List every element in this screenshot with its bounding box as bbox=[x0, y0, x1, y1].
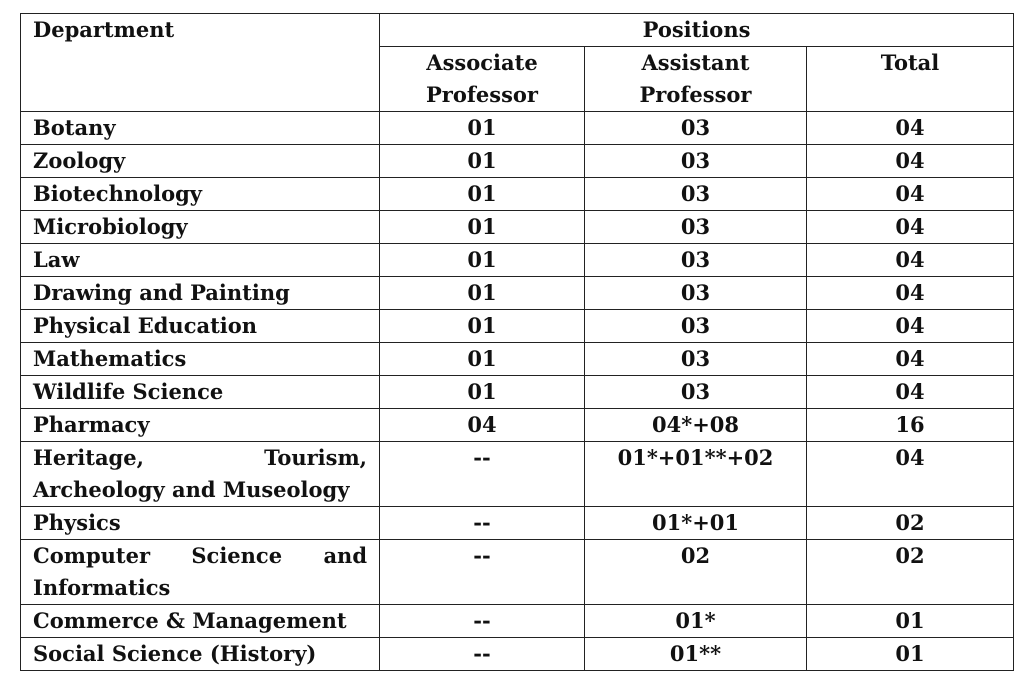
header-row bbox=[21, 14, 1014, 47]
associate-header-line2: Professor bbox=[426, 82, 538, 107]
assistant-cell: 03 bbox=[585, 112, 807, 145]
assistant-cell: 01* bbox=[585, 605, 807, 638]
assistant-cell: 03 bbox=[585, 244, 807, 277]
table-row bbox=[21, 178, 1014, 211]
total-cell: 04 bbox=[807, 211, 1014, 244]
associate-professor-header bbox=[380, 47, 585, 112]
total-cell: 04 bbox=[807, 112, 1014, 145]
department-cell: Commerce & Management bbox=[21, 605, 380, 638]
assistant-cell: 03 bbox=[585, 310, 807, 343]
table-row bbox=[21, 540, 1014, 605]
department-cell: Social Science (History) bbox=[21, 638, 380, 671]
table-row bbox=[21, 343, 1014, 376]
assistant-cell: 01** bbox=[585, 638, 807, 671]
department-cell: Law bbox=[21, 244, 380, 277]
associate-cell: 01 bbox=[380, 244, 585, 277]
department-cell: Botany bbox=[21, 112, 380, 145]
total-cell: 04 bbox=[807, 244, 1014, 277]
department-cell: Wildlife Science bbox=[21, 376, 380, 409]
assistant-cell: 03 bbox=[585, 277, 807, 310]
table-row bbox=[21, 211, 1014, 244]
associate-cell: 01 bbox=[380, 310, 585, 343]
associate-cell: -- bbox=[380, 442, 585, 507]
associate-cell: 01 bbox=[380, 112, 585, 145]
total-cell: 04 bbox=[807, 442, 1014, 507]
department-cell: Physics bbox=[21, 507, 380, 540]
total-cell: 04 bbox=[807, 277, 1014, 310]
department-cell: Microbiology bbox=[21, 211, 380, 244]
associate-cell: -- bbox=[380, 540, 585, 605]
table-row bbox=[21, 145, 1014, 178]
table-row bbox=[21, 277, 1014, 310]
total-cell: 04 bbox=[807, 376, 1014, 409]
positions-header: Positions bbox=[380, 14, 1014, 47]
department-cell: Pharmacy bbox=[21, 409, 380, 442]
associate-cell: 01 bbox=[380, 376, 585, 409]
associate-header-line1: Associate bbox=[426, 50, 538, 75]
total-cell: 02 bbox=[807, 540, 1014, 605]
department-cell: Drawing and Painting bbox=[21, 277, 380, 310]
department-cell: Heritage, Tourism, Archeology and Museology bbox=[21, 442, 380, 507]
table-row bbox=[21, 605, 1014, 638]
table-row bbox=[21, 638, 1014, 671]
department-cell: Mathematics bbox=[21, 343, 380, 376]
total-cell: 04 bbox=[807, 310, 1014, 343]
associate-cell: -- bbox=[380, 605, 585, 638]
total-cell: 01 bbox=[807, 605, 1014, 638]
total-cell: 01 bbox=[807, 638, 1014, 671]
assistant-cell: 03 bbox=[585, 145, 807, 178]
assistant-cell: 01*+01**+02 bbox=[585, 442, 807, 507]
table-row bbox=[21, 244, 1014, 277]
associate-cell: -- bbox=[380, 507, 585, 540]
assistant-cell: 03 bbox=[585, 178, 807, 211]
associate-cell: 04 bbox=[380, 409, 585, 442]
associate-cell: 01 bbox=[380, 145, 585, 178]
assistant-header-line2: Professor bbox=[639, 82, 752, 107]
associate-cell: 01 bbox=[380, 343, 585, 376]
table-row bbox=[21, 507, 1014, 540]
total-cell: 02 bbox=[807, 507, 1014, 540]
table-row bbox=[21, 112, 1014, 145]
department-cell: Physical Education bbox=[21, 310, 380, 343]
associate-cell: 01 bbox=[380, 178, 585, 211]
total-cell: 04 bbox=[807, 178, 1014, 211]
assistant-cell: 03 bbox=[585, 211, 807, 244]
total-cell: 16 bbox=[807, 409, 1014, 442]
assistant-cell: 02 bbox=[585, 540, 807, 605]
assistant-cell: 04*+08 bbox=[585, 409, 807, 442]
associate-cell: 01 bbox=[380, 211, 585, 244]
associate-cell: 01 bbox=[380, 277, 585, 310]
assistant-professor-header bbox=[585, 47, 807, 112]
total-cell: 04 bbox=[807, 145, 1014, 178]
assistant-header-line1: Assistant bbox=[641, 50, 750, 75]
assistant-cell: 03 bbox=[585, 343, 807, 376]
department-cell: Biotechnology bbox=[21, 178, 380, 211]
department-header: Department bbox=[21, 14, 380, 112]
assistant-cell: 01*+01 bbox=[585, 507, 807, 540]
assistant-cell: 03 bbox=[585, 376, 807, 409]
table-row bbox=[21, 409, 1014, 442]
associate-cell: -- bbox=[380, 638, 585, 671]
total-cell: 04 bbox=[807, 343, 1014, 376]
total-header: Total bbox=[807, 47, 1014, 112]
department-cell: Zoology bbox=[21, 145, 380, 178]
table-row bbox=[21, 376, 1014, 409]
table-row bbox=[21, 442, 1014, 507]
positions-table bbox=[20, 13, 1014, 671]
department-cell: Computer Science and Informatics bbox=[21, 540, 380, 605]
table-row bbox=[21, 310, 1014, 343]
